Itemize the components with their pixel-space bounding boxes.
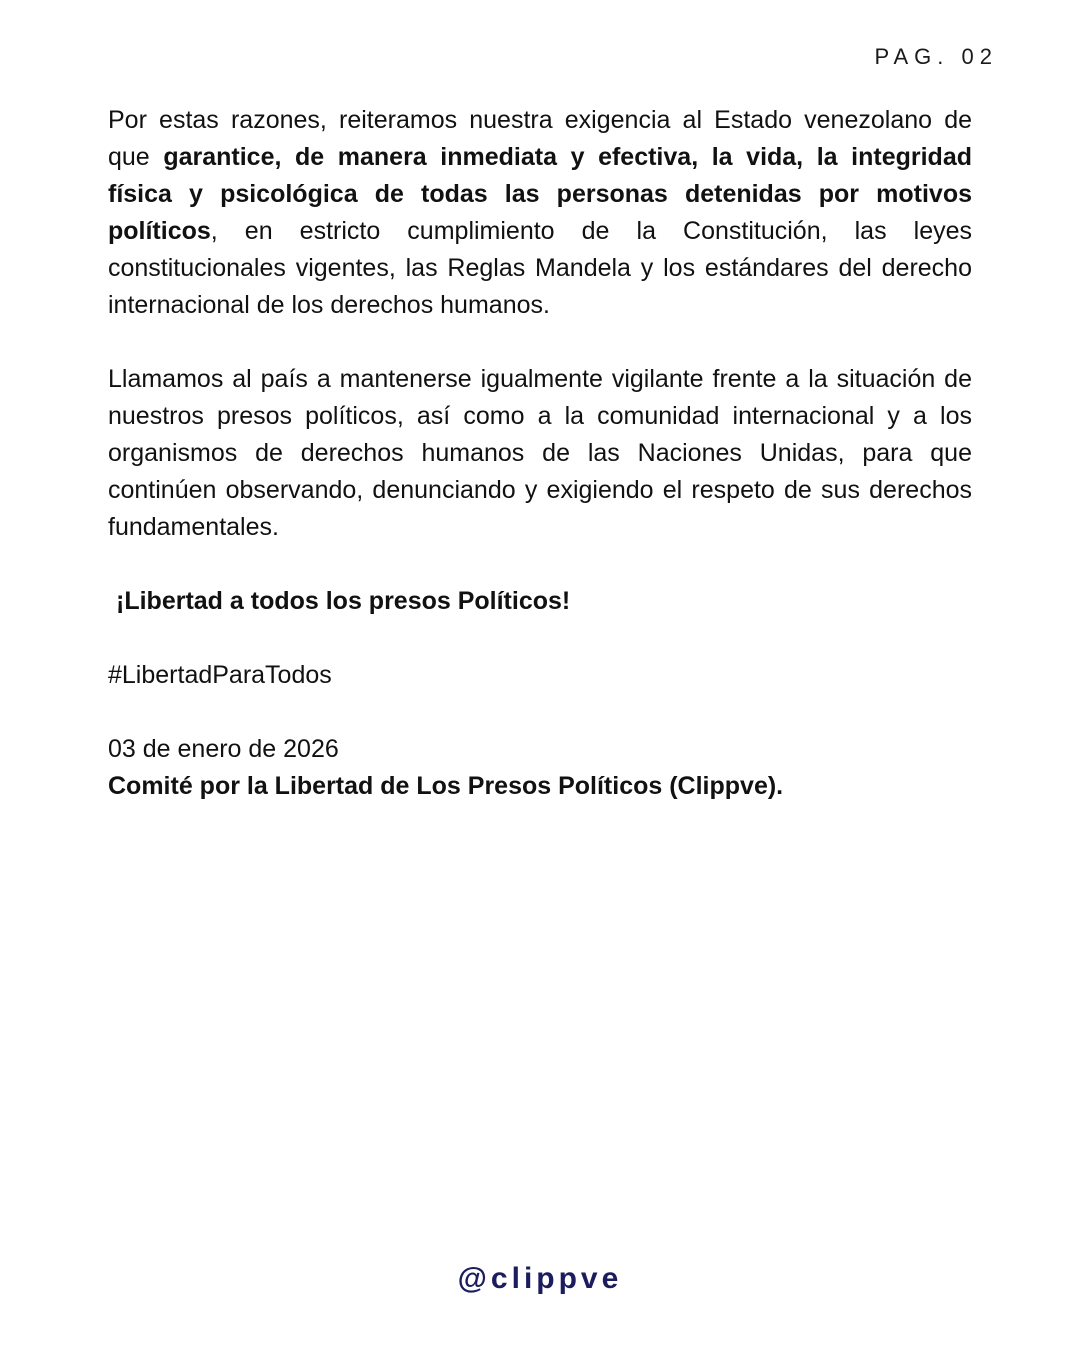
- document-body: [108, 102, 972, 805]
- social-handle: @clippve: [457, 1262, 623, 1295]
- hashtag: #LibertadParaTodos: [108, 661, 332, 689]
- paragraph-demand-emphasis: garantice, de manera inmediata y efectiva, la vida, la integridad física y psicológica de todas las personas detenidas por motivos políticos: [108, 143, 972, 245]
- paragraph-demand: [108, 102, 972, 324]
- signature: Comité por la Libertad de Los Presos Políticos (Clippve).: [108, 772, 784, 800]
- paragraph-call-to-vigilance: Llamamos al país a mantenerse igualmente vigilante frente a la situación de nuestros presos políticos, así como a la comunidad internacional y a los organismos de derechos humanos de las Naciones Unidas, para que continúen observando, denunciando y exigiendo el respeto de sus derechos fundamentales.: [108, 365, 972, 541]
- paragraph-demand-intro: Por estas razones, reiteramos nuestra exigencia al Estado venezolano de que: [108, 106, 972, 171]
- paragraph-demand-conclusion: , en estricto cumplimiento de la Constitución, las leyes constitucionales vigentes, las Reglas Mandela y los estándares del derecho internacional de los derechos humanos.: [108, 217, 972, 319]
- statement-date: 03 de enero de 2026: [108, 735, 339, 763]
- slogan: ¡Libertad a todos los presos Políticos!: [116, 587, 571, 615]
- page-number: PAG. 02: [874, 44, 998, 69]
